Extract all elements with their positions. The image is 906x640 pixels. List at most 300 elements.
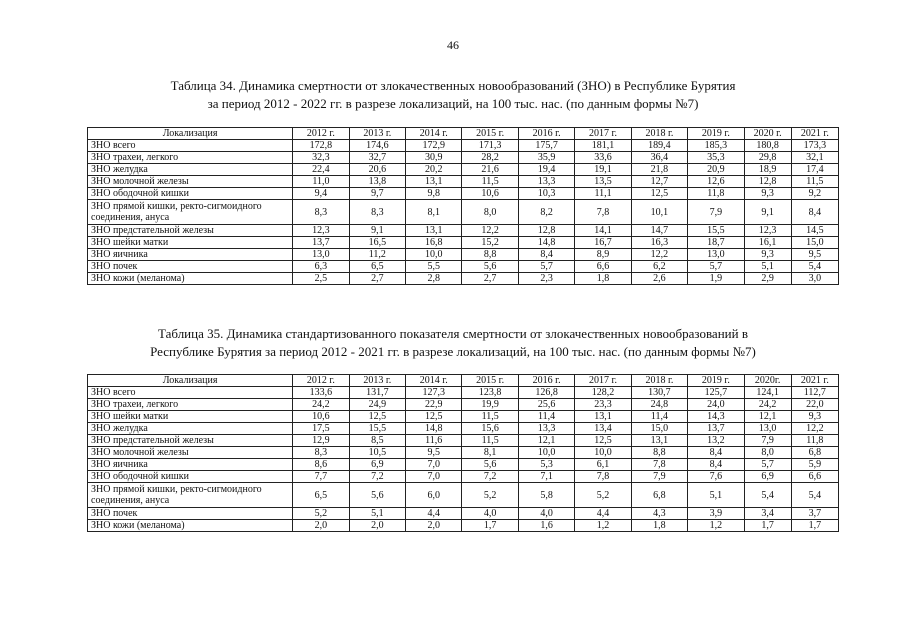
value-cell: 9,5 [406, 447, 462, 459]
table-row [88, 188, 839, 200]
value-cell: 5,8 [518, 483, 574, 508]
value-cell: 5,6 [349, 483, 405, 508]
table35-caption-line1: Таблица 35. Динамика стандартизованного показателя смертности от злокачественных новообразований в [158, 326, 748, 341]
table34 [87, 127, 839, 285]
value-cell: 17,5 [293, 423, 349, 435]
value-cell: 11,0 [293, 176, 349, 188]
value-cell: 4,0 [518, 508, 574, 520]
value-cell: 1,7 [791, 520, 838, 532]
value-cell: 6,2 [631, 261, 687, 273]
table-row [88, 200, 839, 225]
value-cell: 1,2 [688, 520, 744, 532]
value-cell: 172,9 [406, 140, 462, 152]
value-cell: 2,8 [406, 273, 462, 285]
value-cell: 4,4 [406, 508, 462, 520]
value-cell: 1,2 [575, 520, 631, 532]
value-cell: 6,3 [293, 261, 349, 273]
value-cell: 7,9 [631, 471, 687, 483]
value-cell: 3,9 [688, 508, 744, 520]
column-header-year: 2014 г. [406, 128, 462, 140]
table34-body [88, 140, 839, 285]
value-cell: 5,2 [575, 483, 631, 508]
table-row [88, 273, 839, 285]
value-cell: 21,8 [631, 164, 687, 176]
value-cell: 11,1 [575, 188, 631, 200]
value-cell: 2,6 [631, 273, 687, 285]
page-number: 46 [447, 38, 459, 52]
column-header-year: 2018 г. [631, 375, 687, 387]
value-cell: 13,8 [349, 176, 405, 188]
value-cell: 5,9 [791, 459, 838, 471]
table34-caption [60, 77, 846, 113]
value-cell: 12,2 [462, 225, 518, 237]
value-cell: 8,8 [631, 447, 687, 459]
table-row [88, 249, 839, 261]
value-cell: 9,7 [349, 188, 405, 200]
localization-cell: ЗНО всего [88, 140, 293, 152]
value-cell: 180,8 [744, 140, 791, 152]
value-cell: 2,7 [462, 273, 518, 285]
value-cell: 3,7 [791, 508, 838, 520]
value-cell: 14,8 [406, 423, 462, 435]
value-cell: 12,3 [293, 225, 349, 237]
value-cell: 19,4 [518, 164, 574, 176]
value-cell: 24,9 [349, 399, 405, 411]
value-cell: 12,7 [631, 176, 687, 188]
value-cell: 20,2 [406, 164, 462, 176]
table-row [88, 152, 839, 164]
table-row [88, 261, 839, 273]
value-cell: 6,8 [631, 483, 687, 508]
value-cell: 10,1 [631, 200, 687, 225]
value-cell: 7,8 [575, 471, 631, 483]
value-cell: 14,8 [518, 237, 574, 249]
value-cell: 8,4 [688, 459, 744, 471]
localization-cell: ЗНО почек [88, 508, 293, 520]
value-cell: 5,7 [518, 261, 574, 273]
value-cell: 21,6 [462, 164, 518, 176]
table-row [88, 471, 839, 483]
table35-caption [60, 325, 846, 361]
column-header-year: 2020 г. [744, 128, 791, 140]
table-row [88, 459, 839, 471]
column-header-year: 2015 г. [462, 128, 518, 140]
value-cell: 32,3 [293, 152, 349, 164]
table35-header [88, 375, 839, 387]
column-header-year: 2012 г. [293, 128, 349, 140]
value-cell: 5,1 [744, 261, 791, 273]
table34-caption-line2: за период 2012 - 2022 гг. в разрезе локализаций, на 100 тыс. нас. (по данным формы №7) [207, 96, 699, 111]
value-cell: 7,8 [631, 459, 687, 471]
table-row [88, 387, 839, 399]
column-header-year: 2014 г. [406, 375, 462, 387]
value-cell: 29,8 [744, 152, 791, 164]
localization-cell: ЗНО предстательной железы [88, 225, 293, 237]
value-cell: 7,0 [406, 459, 462, 471]
value-cell: 8,8 [462, 249, 518, 261]
table34-caption-line1: Таблица 34. Динамика смертности от злокачественных новообразований (ЗНО) в Республике Бурятия [170, 78, 736, 93]
value-cell: 7,9 [688, 200, 744, 225]
value-cell: 9,5 [791, 249, 838, 261]
value-cell: 12,5 [575, 435, 631, 447]
value-cell: 9,3 [744, 188, 791, 200]
value-cell: 7,2 [349, 471, 405, 483]
value-cell: 12,8 [744, 176, 791, 188]
value-cell: 2,0 [293, 520, 349, 532]
column-header-localization: Локализация [88, 128, 293, 140]
localization-cell: ЗНО ободочной кишки [88, 188, 293, 200]
value-cell: 24,2 [744, 399, 791, 411]
value-cell: 12,2 [631, 249, 687, 261]
column-header-year: 2019 г. [688, 375, 744, 387]
column-header-year: 2012 г. [293, 375, 349, 387]
value-cell: 20,9 [688, 164, 744, 176]
localization-cell: ЗНО прямой кишки, ректо-сигмоидного соединения, ануса [88, 200, 293, 225]
value-cell: 7,2 [462, 471, 518, 483]
table34-header [88, 128, 839, 140]
value-cell: 15,5 [349, 423, 405, 435]
value-cell: 11,5 [791, 176, 838, 188]
column-header-year: 2021 г. [791, 128, 838, 140]
value-cell: 13,2 [688, 435, 744, 447]
value-cell: 4,3 [631, 508, 687, 520]
column-header-year: 2013 г. [349, 128, 405, 140]
value-cell: 174,6 [349, 140, 405, 152]
value-cell: 9,1 [744, 200, 791, 225]
value-cell: 130,7 [631, 387, 687, 399]
value-cell: 12,6 [688, 176, 744, 188]
value-cell: 9,1 [349, 225, 405, 237]
column-header-localization: Локализация [88, 375, 293, 387]
value-cell: 6,9 [744, 471, 791, 483]
table-row [88, 176, 839, 188]
value-cell: 16,1 [744, 237, 791, 249]
value-cell: 18,9 [744, 164, 791, 176]
value-cell: 13,0 [744, 423, 791, 435]
value-cell: 5,2 [293, 508, 349, 520]
localization-cell: ЗНО прямой кишки, ректо-сигмоидного соединения, ануса [88, 483, 293, 508]
value-cell: 17,4 [791, 164, 838, 176]
value-cell: 2,3 [518, 273, 574, 285]
table-row [88, 483, 839, 508]
value-cell: 12,8 [518, 225, 574, 237]
value-cell: 33,6 [575, 152, 631, 164]
localization-cell: ЗНО всего [88, 387, 293, 399]
column-header-year: 2015 г. [462, 375, 518, 387]
value-cell: 9,8 [406, 188, 462, 200]
column-header-year: 2017 г. [575, 128, 631, 140]
value-cell: 9,4 [293, 188, 349, 200]
header-row [88, 128, 839, 140]
value-cell: 172,8 [293, 140, 349, 152]
value-cell: 8,4 [518, 249, 574, 261]
localization-cell: ЗНО ободочной кишки [88, 471, 293, 483]
value-cell: 22,0 [791, 399, 838, 411]
value-cell: 24,0 [688, 399, 744, 411]
localization-cell: ЗНО кожи (меланома) [88, 520, 293, 532]
value-cell: 1,8 [575, 273, 631, 285]
value-cell: 7,7 [293, 471, 349, 483]
localization-cell: ЗНО шейки матки [88, 411, 293, 423]
value-cell: 9,3 [744, 249, 791, 261]
value-cell: 1,8 [631, 520, 687, 532]
value-cell: 2,5 [293, 273, 349, 285]
localization-cell: ЗНО яичника [88, 459, 293, 471]
table-row [88, 508, 839, 520]
value-cell: 124,1 [744, 387, 791, 399]
value-cell: 3,0 [791, 273, 838, 285]
value-cell: 10,6 [293, 411, 349, 423]
value-cell: 5,1 [349, 508, 405, 520]
value-cell: 7,0 [406, 471, 462, 483]
value-cell: 8,4 [688, 447, 744, 459]
value-cell: 4,4 [575, 508, 631, 520]
value-cell: 11,8 [688, 188, 744, 200]
value-cell: 5,4 [744, 483, 791, 508]
localization-cell: ЗНО трахеи, легкого [88, 152, 293, 164]
table-row [88, 399, 839, 411]
value-cell: 30,9 [406, 152, 462, 164]
value-cell: 20,6 [349, 164, 405, 176]
value-cell: 175,7 [518, 140, 574, 152]
table35 [87, 374, 839, 532]
value-cell: 11,8 [791, 435, 838, 447]
value-cell: 5,7 [688, 261, 744, 273]
value-cell: 18,7 [688, 237, 744, 249]
value-cell: 12,5 [406, 411, 462, 423]
value-cell: 13,1 [406, 176, 462, 188]
value-cell: 9,2 [791, 188, 838, 200]
value-cell: 189,4 [631, 140, 687, 152]
value-cell: 15,2 [462, 237, 518, 249]
value-cell: 6,0 [406, 483, 462, 508]
value-cell: 126,8 [518, 387, 574, 399]
table-row [88, 423, 839, 435]
table-row [88, 411, 839, 423]
value-cell: 7,1 [518, 471, 574, 483]
localization-cell: ЗНО яичника [88, 249, 293, 261]
value-cell: 1,7 [744, 520, 791, 532]
value-cell: 123,8 [462, 387, 518, 399]
value-cell: 13,7 [293, 237, 349, 249]
value-cell: 12,2 [791, 423, 838, 435]
value-cell: 133,6 [293, 387, 349, 399]
value-cell: 14,3 [688, 411, 744, 423]
value-cell: 12,1 [744, 411, 791, 423]
value-cell: 10,6 [462, 188, 518, 200]
localization-cell: ЗНО желудка [88, 164, 293, 176]
value-cell: 10,5 [349, 447, 405, 459]
value-cell: 7,9 [744, 435, 791, 447]
column-header-year: 2020г. [744, 375, 791, 387]
value-cell: 13,4 [575, 423, 631, 435]
value-cell: 8,0 [744, 447, 791, 459]
value-cell: 14,5 [791, 225, 838, 237]
value-cell: 173,3 [791, 140, 838, 152]
value-cell: 11,4 [518, 411, 574, 423]
value-cell: 1,9 [688, 273, 744, 285]
value-cell: 8,3 [293, 200, 349, 225]
value-cell: 13,5 [575, 176, 631, 188]
value-cell: 12,3 [744, 225, 791, 237]
value-cell: 5,6 [462, 459, 518, 471]
column-header-year: 2017 г. [575, 375, 631, 387]
value-cell: 8,1 [462, 447, 518, 459]
value-cell: 6,1 [575, 459, 631, 471]
value-cell: 5,6 [462, 261, 518, 273]
value-cell: 25,6 [518, 399, 574, 411]
value-cell: 12,5 [349, 411, 405, 423]
localization-cell: ЗНО молочной железы [88, 176, 293, 188]
value-cell: 5,3 [518, 459, 574, 471]
value-cell: 36,4 [631, 152, 687, 164]
table-row [88, 164, 839, 176]
value-cell: 15,6 [462, 423, 518, 435]
table35-body [88, 387, 839, 532]
header-row [88, 375, 839, 387]
localization-cell: ЗНО кожи (меланома) [88, 273, 293, 285]
localization-cell: ЗНО молочной железы [88, 447, 293, 459]
localization-cell: ЗНО трахеи, легкого [88, 399, 293, 411]
value-cell: 16,7 [575, 237, 631, 249]
value-cell: 16,3 [631, 237, 687, 249]
value-cell: 11,6 [406, 435, 462, 447]
value-cell: 127,3 [406, 387, 462, 399]
value-cell: 5,4 [791, 261, 838, 273]
column-header-year: 2019 г. [688, 128, 744, 140]
value-cell: 1,7 [462, 520, 518, 532]
table-row [88, 140, 839, 152]
value-cell: 8,3 [293, 447, 349, 459]
value-cell: 15,0 [631, 423, 687, 435]
value-cell: 10,3 [518, 188, 574, 200]
value-cell: 10,0 [406, 249, 462, 261]
table35-caption-line2: Республике Бурятия за период 2012 - 2021 гг. в разрезе локализаций, на 100 тыс. нас. (по данным формы №7) [150, 344, 756, 359]
value-cell: 8,2 [518, 200, 574, 225]
value-cell: 8,3 [349, 200, 405, 225]
localization-cell: ЗНО предстательной железы [88, 435, 293, 447]
value-cell: 15,0 [791, 237, 838, 249]
value-cell: 5,5 [406, 261, 462, 273]
value-cell: 13,0 [293, 249, 349, 261]
value-cell: 6,9 [349, 459, 405, 471]
value-cell: 35,9 [518, 152, 574, 164]
value-cell: 7,6 [688, 471, 744, 483]
value-cell: 2,9 [744, 273, 791, 285]
value-cell: 11,5 [462, 435, 518, 447]
column-header-year: 2018 г. [631, 128, 687, 140]
table-row [88, 447, 839, 459]
value-cell: 6,8 [791, 447, 838, 459]
value-cell: 15,5 [688, 225, 744, 237]
value-cell: 8,6 [293, 459, 349, 471]
column-header-year: 2016 г. [518, 128, 574, 140]
value-cell: 22,9 [406, 399, 462, 411]
value-cell: 12,1 [518, 435, 574, 447]
value-cell: 35,3 [688, 152, 744, 164]
value-cell: 112,7 [791, 387, 838, 399]
value-cell: 32,7 [349, 152, 405, 164]
value-cell: 24,8 [631, 399, 687, 411]
value-cell: 14,1 [575, 225, 631, 237]
value-cell: 128,2 [575, 387, 631, 399]
localization-cell: ЗНО желудка [88, 423, 293, 435]
value-cell: 2,7 [349, 273, 405, 285]
value-cell: 4,0 [462, 508, 518, 520]
value-cell: 125,7 [688, 387, 744, 399]
value-cell: 23,3 [575, 399, 631, 411]
value-cell: 11,4 [631, 411, 687, 423]
column-header-year: 2021 г. [791, 375, 838, 387]
value-cell: 8,1 [406, 200, 462, 225]
value-cell: 13,3 [518, 176, 574, 188]
table-row [88, 225, 839, 237]
localization-cell: ЗНО почек [88, 261, 293, 273]
localization-cell: ЗНО шейки матки [88, 237, 293, 249]
value-cell: 13,1 [631, 435, 687, 447]
value-cell: 6,6 [575, 261, 631, 273]
value-cell: 19,9 [462, 399, 518, 411]
value-cell: 12,5 [631, 188, 687, 200]
value-cell: 7,8 [575, 200, 631, 225]
table-row [88, 237, 839, 249]
value-cell: 8,0 [462, 200, 518, 225]
value-cell: 185,3 [688, 140, 744, 152]
value-cell: 6,5 [293, 483, 349, 508]
value-cell: 6,6 [791, 471, 838, 483]
value-cell: 16,8 [406, 237, 462, 249]
value-cell: 24,2 [293, 399, 349, 411]
value-cell: 10,0 [518, 447, 574, 459]
value-cell: 1,6 [518, 520, 574, 532]
value-cell: 131,7 [349, 387, 405, 399]
value-cell: 8,4 [791, 200, 838, 225]
table-row [88, 435, 839, 447]
value-cell: 2,0 [406, 520, 462, 532]
value-cell: 13,7 [688, 423, 744, 435]
value-cell: 2,0 [349, 520, 405, 532]
value-cell: 5,2 [462, 483, 518, 508]
value-cell: 11,5 [462, 411, 518, 423]
value-cell: 3,4 [744, 508, 791, 520]
value-cell: 22,4 [293, 164, 349, 176]
value-cell: 13,0 [688, 249, 744, 261]
value-cell: 5,4 [791, 483, 838, 508]
value-cell: 171,3 [462, 140, 518, 152]
value-cell: 19,1 [575, 164, 631, 176]
value-cell: 8,9 [575, 249, 631, 261]
column-header-year: 2016 г. [518, 375, 574, 387]
value-cell: 28,2 [462, 152, 518, 164]
value-cell: 12,9 [293, 435, 349, 447]
value-cell: 181,1 [575, 140, 631, 152]
value-cell: 11,5 [462, 176, 518, 188]
value-cell: 13,1 [575, 411, 631, 423]
value-cell: 11,2 [349, 249, 405, 261]
table-row [88, 520, 839, 532]
value-cell: 8,5 [349, 435, 405, 447]
value-cell: 16,5 [349, 237, 405, 249]
column-header-year: 2013 г. [349, 375, 405, 387]
value-cell: 5,1 [688, 483, 744, 508]
value-cell: 9,3 [791, 411, 838, 423]
value-cell: 32,1 [791, 152, 838, 164]
value-cell: 10,0 [575, 447, 631, 459]
value-cell: 6,5 [349, 261, 405, 273]
value-cell: 13,3 [518, 423, 574, 435]
value-cell: 13,1 [406, 225, 462, 237]
value-cell: 5,7 [744, 459, 791, 471]
